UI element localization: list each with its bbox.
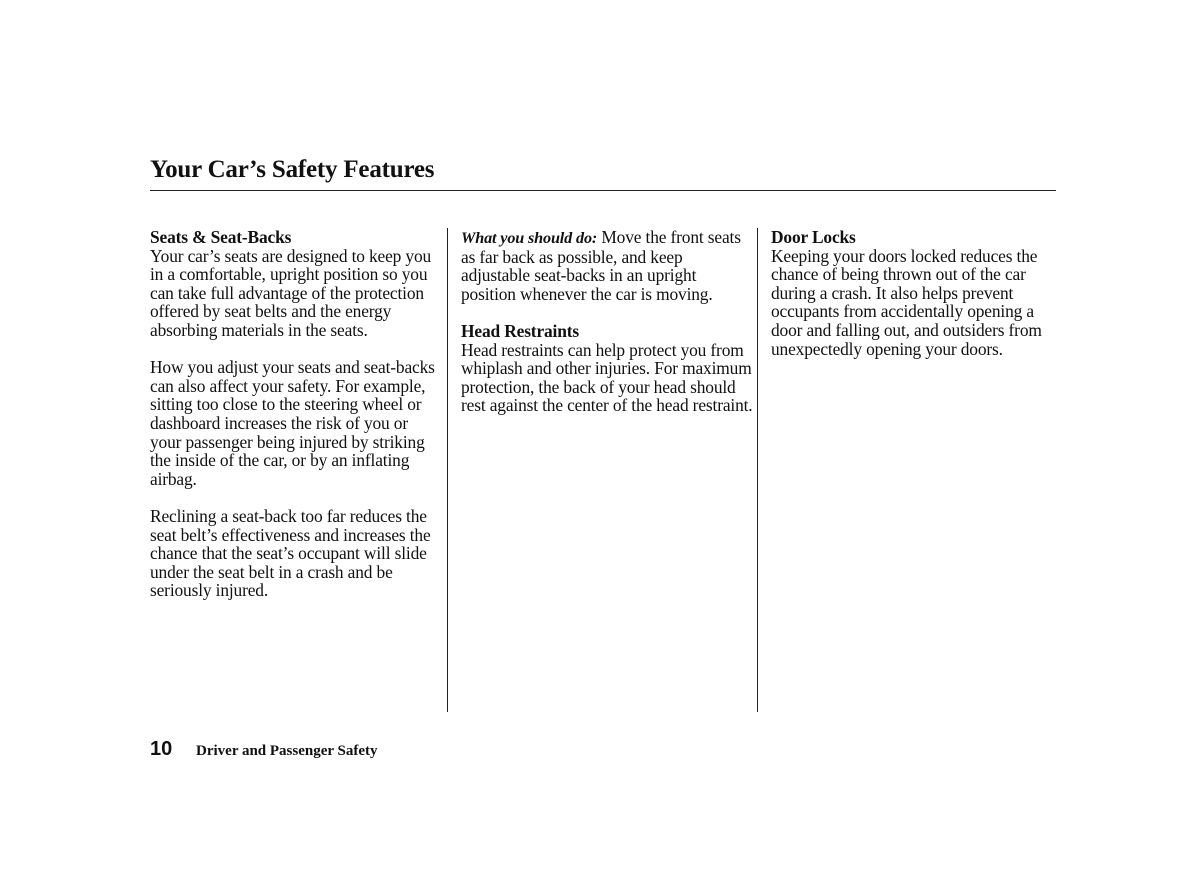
heading-door-locks: Door Locks — [771, 227, 856, 247]
column-divider — [757, 228, 758, 712]
paragraph-door-locks: Keeping your doors locked reduces the chance of being thrown out of the car during a crash. It also helps prevent occupants from accidentally opening a door and falling out, and outsiders from unexpectedly opening your doors. — [771, 245, 1042, 359]
heading-seats-seat-backs: Seats & Seat-Backs — [150, 227, 292, 247]
page-title: Your Car’s Safety Features — [150, 156, 435, 183]
column-divider — [447, 228, 448, 712]
lead-what-you-should-do: What you should do: — [461, 229, 598, 247]
column-head-restraints — [461, 228, 753, 415]
paragraph-seats-reclining: Reclining a seat-back too far reduces the seat belt’s effectiveness and increases the chance that the seat’s occupant will slide under the seat belt in a crash and be seriously injured. — [150, 505, 431, 601]
page-number: 10 — [150, 738, 173, 760]
lead-body-text: Move the front seats as far back as possible, and keep adjustable seat-backs in an upright position whenever the car is moving. — [461, 227, 741, 304]
title-rule — [150, 190, 1056, 191]
heading-head-restraints: Head Restraints — [461, 320, 580, 341]
column-door-locks — [771, 228, 1063, 358]
paragraph-seats-adjust: How you adjust your seats and seat-backs can also affect your safety. For example, sitting too close to the steering wheel or dashboard increases the risk of you or your passenger being injured by striking the inside of the car, or by an inflating airbag. — [150, 357, 435, 489]
paragraph-head-restraints: Head restraints can help protect you from whiplash and other injuries. For maximum protection, the back of your head should rest against the center of the head restraint. — [461, 339, 753, 416]
column-seats — [150, 228, 442, 600]
paragraph-seats-design: Your car’s seats are designed to keep you in a comfortable, upright position so you can take full advantage of the protection offered by seat belts and the energy absorbing materials in the seats. — [150, 245, 432, 340]
footer-section-title: Driver and Passenger Safety — [196, 743, 378, 759]
paragraph-what-you-should-do — [461, 228, 753, 303]
